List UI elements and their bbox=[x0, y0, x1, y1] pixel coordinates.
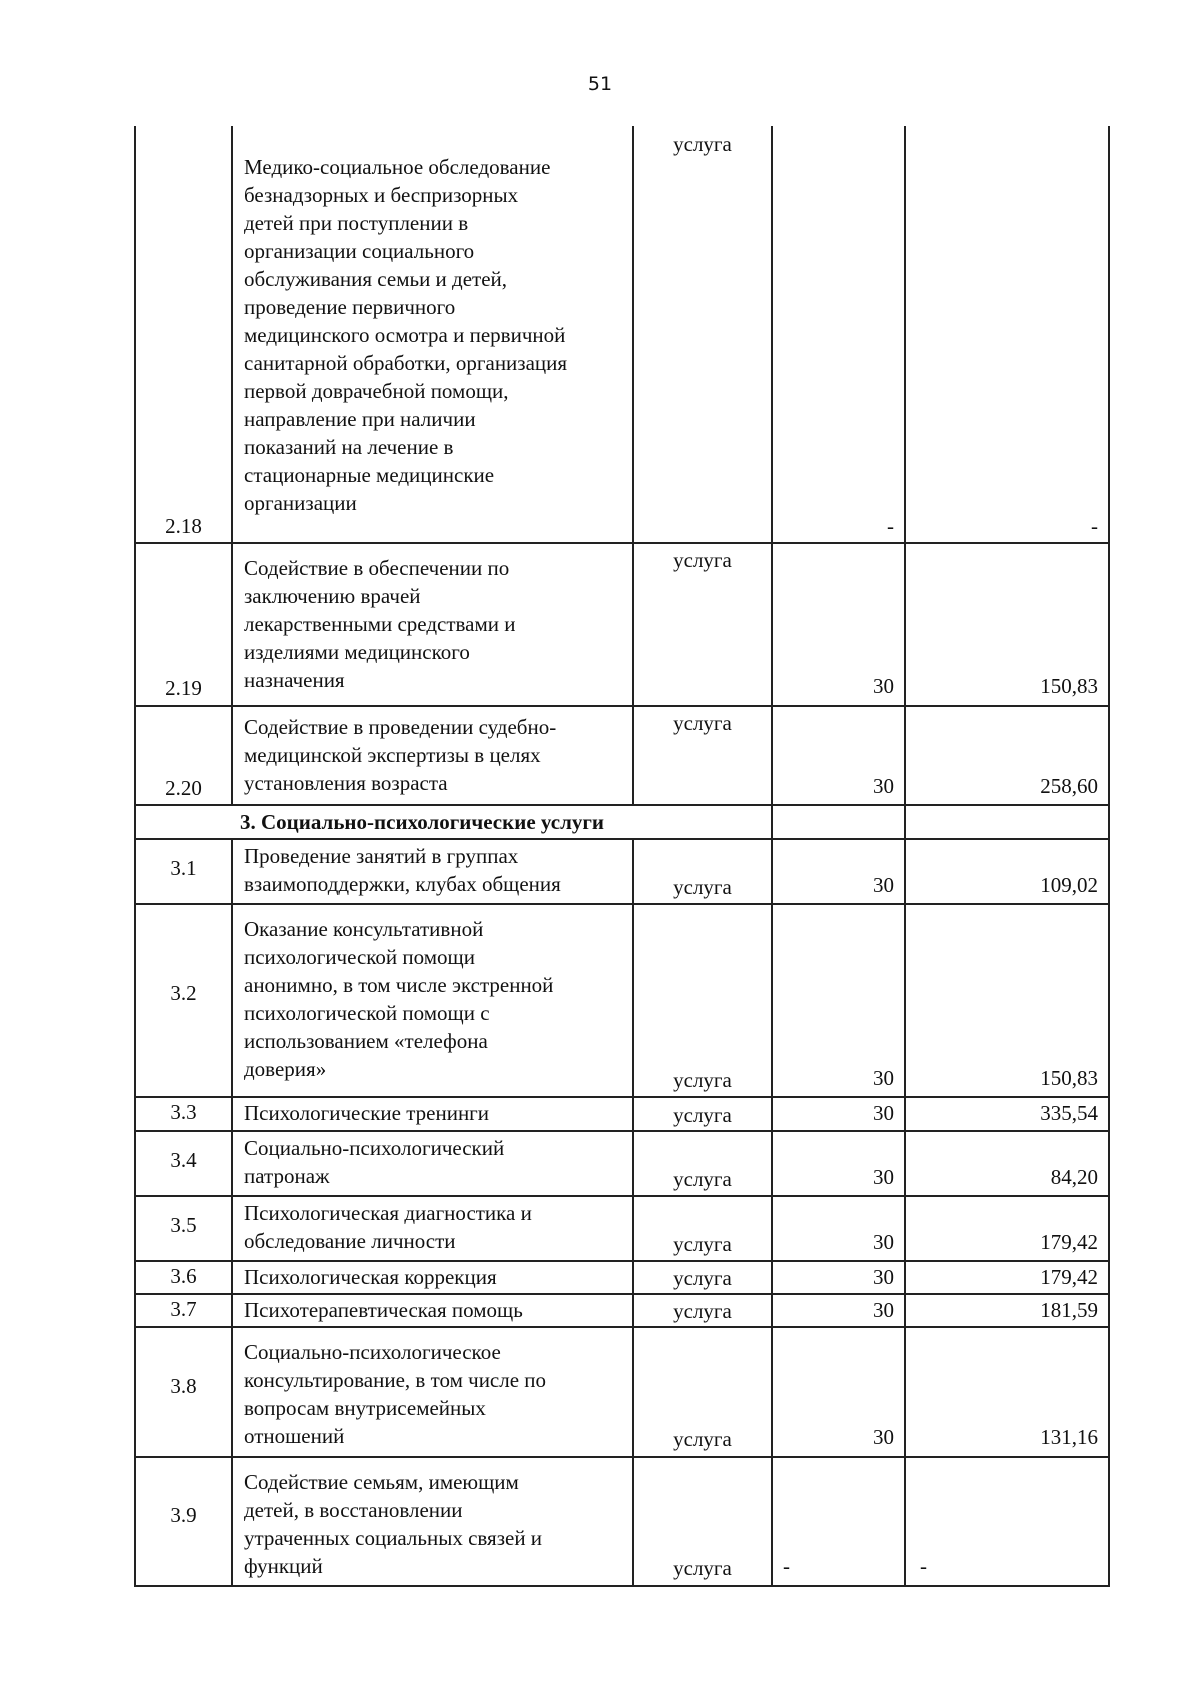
row-number: 3.3 bbox=[170, 1100, 197, 1124]
unit-label: услуга bbox=[673, 1068, 732, 1092]
quantity-value: 30 bbox=[873, 1298, 894, 1322]
quantity-value: 30 bbox=[873, 774, 894, 798]
unit-label: услуга bbox=[673, 1427, 732, 1451]
service-name: Социально-психологический патронаж bbox=[244, 1136, 505, 1188]
quantity-value: 30 bbox=[873, 873, 894, 897]
service-name: Медико-социальное обследование безнадзорных и беспризорных детей при поступлении в организации социального обслуживания семьи и детей, проведение первичного медицинского осмотра и первичной санитарной обработки, организация первой доврачебной помощи, направление при наличии показаний на лечение в стационарные медицинские организации bbox=[244, 155, 568, 515]
quantity-value: 30 bbox=[873, 1165, 894, 1189]
quantity-value: 30 bbox=[873, 674, 894, 698]
table-row bbox=[134, 1458, 1110, 1587]
quantity-value: 30 bbox=[873, 1425, 894, 1449]
service-name: Содействие семьям, имеющим детей, в восстановлении утраченных социальных связей и функций bbox=[244, 1470, 543, 1578]
row-number: 3.1 bbox=[170, 856, 197, 880]
service-name: Оказание консультативной психологической помощи анонимно, в том числе экстренной психологической помощи с использованием «телефона доверия» bbox=[244, 917, 554, 1081]
table-row bbox=[134, 707, 1110, 806]
page-number: 51 bbox=[587, 73, 613, 95]
quantity-value: 30 bbox=[873, 1101, 894, 1125]
unit-label: услуга bbox=[673, 875, 732, 899]
price-value: 258,60 bbox=[1040, 774, 1098, 798]
row-number: 3.9 bbox=[170, 1503, 197, 1527]
price-value: 181,59 bbox=[1040, 1298, 1098, 1322]
price-value: 179,42 bbox=[1040, 1230, 1098, 1254]
row-number: 3.7 bbox=[170, 1297, 197, 1321]
price-value: 150,83 bbox=[1040, 1066, 1098, 1090]
row-number: 2.19 bbox=[165, 676, 202, 700]
row-number: 3.8 bbox=[170, 1374, 197, 1398]
row-number: 3.2 bbox=[170, 981, 197, 1005]
row-number: 2.18 bbox=[165, 514, 202, 538]
quantity-value: 30 bbox=[873, 1230, 894, 1254]
table-row bbox=[134, 544, 1110, 707]
quantity-value: 30 bbox=[873, 1066, 894, 1090]
unit-label: услуга bbox=[673, 1299, 732, 1323]
table-row bbox=[134, 1197, 1110, 1262]
unit-label: услуга bbox=[673, 1556, 732, 1580]
table-row bbox=[134, 1262, 1110, 1295]
table-row bbox=[134, 1328, 1110, 1458]
price-value: - bbox=[920, 1554, 927, 1578]
table-row bbox=[134, 905, 1110, 1098]
row-number: 3.5 bbox=[170, 1213, 197, 1237]
unit-label: услуга bbox=[673, 132, 732, 156]
unit-label: услуга bbox=[673, 711, 732, 735]
service-name: Психологическая коррекция bbox=[244, 1265, 497, 1289]
table-row bbox=[134, 126, 1110, 544]
service-name: Проведение занятий в группах взаимоподдержки, клубах общения bbox=[244, 844, 561, 896]
table-row bbox=[134, 840, 1110, 905]
price-value: 179,42 bbox=[1040, 1265, 1098, 1289]
unit-label: услуга bbox=[673, 1266, 732, 1290]
service-name: Психотерапевтическая помощь bbox=[244, 1298, 523, 1322]
service-name: Социально-психологическое консультирование, в том числе по вопросам внутрисемейных отношений bbox=[244, 1340, 547, 1448]
service-name: Содействие в обеспечении по заключению врачей лекарственными средствами и изделиями медицинского назначения bbox=[244, 556, 516, 692]
section-header-row bbox=[134, 806, 1110, 840]
table-row bbox=[134, 1098, 1110, 1132]
table-row bbox=[134, 1295, 1110, 1328]
price-value: 109,02 bbox=[1040, 873, 1098, 897]
service-name: Психологическая диагностика и обследование личности bbox=[244, 1201, 532, 1253]
service-name: Психологические тренинги bbox=[244, 1101, 490, 1125]
price-value: 131,16 bbox=[1040, 1425, 1098, 1449]
section-title: 3. Социально-психологические услуги bbox=[240, 810, 604, 834]
table-row bbox=[134, 1132, 1110, 1197]
unit-label: услуга bbox=[673, 1167, 732, 1191]
row-number: 2.20 bbox=[165, 776, 202, 800]
quantity-value: - bbox=[887, 514, 894, 538]
price-value: 150,83 bbox=[1040, 674, 1098, 698]
price-value: 84,20 bbox=[1050, 1165, 1098, 1189]
unit-label: услуга bbox=[673, 1232, 732, 1256]
unit-label: услуга bbox=[673, 1103, 732, 1127]
quantity-value: - bbox=[783, 1554, 790, 1578]
service-name: Содействие в проведении судебно- медицинской экспертизы в целях установления возраста bbox=[244, 715, 557, 795]
quantity-value: 30 bbox=[873, 1265, 894, 1289]
price-value: 335,54 bbox=[1040, 1101, 1098, 1125]
unit-label: услуга bbox=[673, 548, 732, 572]
row-number: 3.4 bbox=[170, 1148, 197, 1172]
row-number: 3.6 bbox=[170, 1264, 197, 1288]
price-value: - bbox=[1091, 514, 1098, 538]
